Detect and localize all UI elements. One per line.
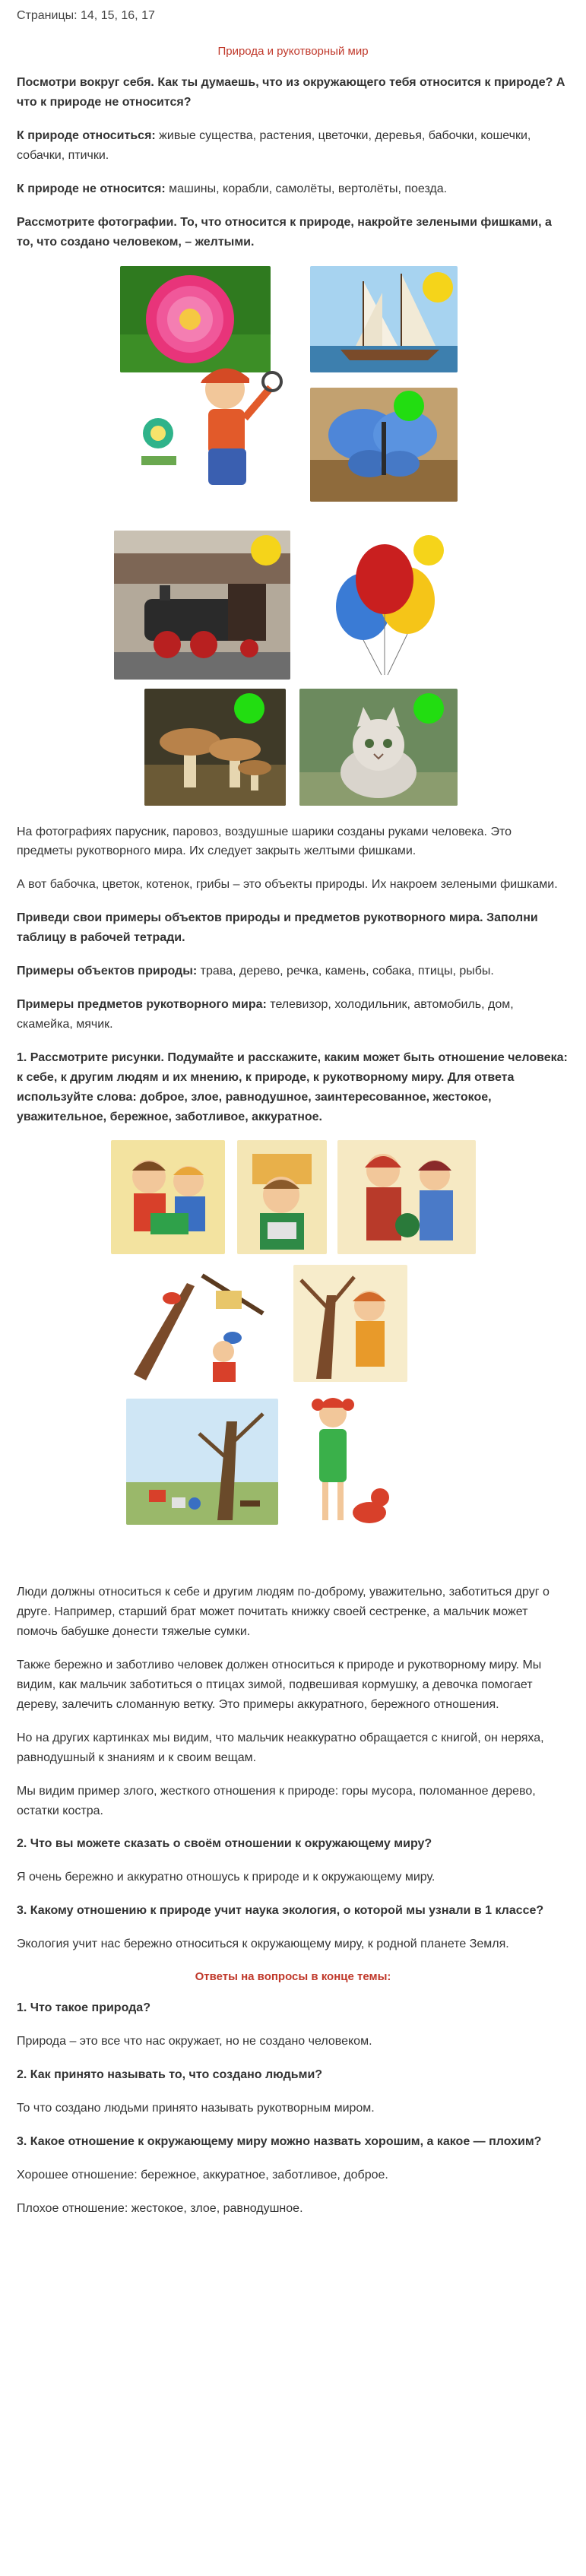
answer-paragraph-4: Мы видим пример злого, жесткого отношения к природе: горы мусора, поломанное дерево, остатки костра. bbox=[17, 1784, 536, 1817]
chip-yellow bbox=[423, 272, 453, 303]
photo-collage bbox=[111, 266, 476, 806]
photo-butterfly bbox=[310, 388, 458, 502]
drawing-boy-with-broken-book bbox=[237, 1140, 327, 1254]
final-answer-2: То что создано людьми принято называть рукотворным миром. bbox=[17, 2102, 375, 2115]
chip-green bbox=[413, 693, 444, 724]
answer-paragraph-2: Также бережно и заботливо человек должен относиться к природе и рукотворному миру. Мы видим, как мальчик заботиться о птицах зимой, подвешивая кормушку, а девочка помогает дереву, залечить сломанную ветку. Это примеры аккуратного, бережного отношения. bbox=[17, 1659, 542, 1711]
examples-nature-text: трава, дерево, речка, камень, собака, птицы, рыбы. bbox=[197, 965, 494, 978]
photo-task: Рассмотрите фотографии. То, что относится к природе, накройте зелеными фишками, а то, что создано человеком, – желтыми. bbox=[17, 215, 552, 249]
photo-kitten bbox=[299, 689, 458, 806]
drawing-girl-with-puppy bbox=[301, 1391, 392, 1535]
pages-line: Страницы: 14, 15, 16, 17 bbox=[17, 9, 155, 22]
final-answer-3-bad: Плохое отношение: жестокое, злое, равнодушное. bbox=[17, 2201, 303, 2215]
paragraph-nature-objects: А вот бабочка, цветок, котенок, грибы – это объекты природы. Их накроем зелеными фишками. bbox=[17, 878, 558, 892]
answers-title: Ответы на вопросы в конце темы: bbox=[195, 1970, 391, 1984]
not-nature-text: машины, корабли, самолёты, вертолёты, поезда. bbox=[165, 182, 448, 195]
chip-yellow bbox=[251, 535, 281, 566]
drawing-girl-with-tree bbox=[293, 1265, 407, 1382]
photo-balloons bbox=[312, 531, 458, 680]
chip-green bbox=[234, 693, 264, 724]
photo-locomotive bbox=[114, 531, 290, 680]
question-2: 2. Что вы можете сказать о своём отношении к окружающему миру? bbox=[17, 1837, 432, 1851]
drawings-collage bbox=[111, 1140, 476, 1566]
examples-nature-label: Примеры объектов природы: bbox=[17, 965, 198, 978]
answer-paragraph-3: Но на других картинках мы видим, что мальчик неаккуратно обращается с книгой, он неряха, равнодушный к знаниям и к своим вещам. bbox=[17, 1731, 544, 1764]
answer-question-3: Экология учит нас бережно относиться к окружающему миру, к родной планете Земля. bbox=[17, 1938, 509, 1951]
examples-task: Приведи свои примеры объектов природы и предметов рукотворного мира. Заполни таблицу в рабочей тетради. bbox=[17, 911, 538, 945]
final-answer-1: Природа – это все что нас окружает, но не создано человеком. bbox=[17, 2035, 372, 2048]
chip-yellow bbox=[413, 535, 444, 566]
examples-made bbox=[17, 995, 569, 1035]
paragraph-human-made: На фотографиях парусник, паровоз, воздушные шарики созданы руками человека. Это предметы рукотворного мира. Их следует закрыть желтыми фишками. bbox=[17, 825, 512, 858]
drawing-boy-with-feeder bbox=[126, 1268, 271, 1382]
nature-label: К природе относиться: bbox=[17, 129, 156, 143]
nature-text: живые существа, растения, цветочки, деревья, бабочки, кошечки, собачки, птички. bbox=[17, 129, 531, 162]
answer-paragraph-1: Люди должны относиться к себе и другим людям по-доброму, уважительно, заботиться друг о друге. Например, старший брат может почитать книжку своей сестренке, а мальчик может помочь бабушке донести тяжелые сумки. bbox=[17, 1586, 550, 1639]
drawing-brother-sister-reading bbox=[111, 1140, 225, 1254]
drawing-girl-helping-grandma bbox=[337, 1140, 476, 1254]
not-nature-label: К природе не относится: bbox=[17, 182, 166, 195]
article-title: Природа и рукотворный мир bbox=[217, 44, 369, 58]
final-question-2: 2. Как принято называть то, что создано людьми? bbox=[17, 2068, 323, 2082]
photo-mushrooms bbox=[144, 689, 286, 806]
examples-made-label: Примеры предметов рукотворного мира: bbox=[17, 997, 267, 1011]
examples-nature bbox=[17, 962, 569, 981]
question-3: 3. Какому отношению к природе учит наука экология, о которой мы узнали в 1 классе? bbox=[17, 1904, 544, 1918]
task-1: 1. Рассмотрите рисунки. Подумайте и расскажите, каким может быть отношение человека: к себе, к другим людям и их мнению, к природе, к рукотворному миру. Для ответа используйте слова: доброе, злое, равнодушное, заинтересованное, жестокое, уважительное, бережное, заботливое, аккуратное. bbox=[17, 1050, 568, 1123]
drawing-boy-with-magnifier bbox=[111, 342, 293, 494]
photo-sailboat bbox=[310, 266, 458, 372]
not-nature-paragraph bbox=[17, 179, 569, 199]
drawing-trash-by-tree bbox=[126, 1399, 278, 1525]
examples-made-text: телевизор, холодильник, автомобиль, дом, скамейка, мячик. bbox=[17, 997, 514, 1031]
final-answer-3-good: Хорошее отношение: бережное, аккуратное, заботливое, доброе. bbox=[17, 2168, 388, 2182]
final-question-3: 3. Какое отношение к окружающему миру можно назвать хорошим, а какое — плохим? bbox=[17, 2135, 542, 2149]
intro-question: Посмотри вокруг себя. Как ты думаешь, что из окружающего тебя относится к природе? А что к природе не относится? bbox=[17, 76, 565, 109]
nature-paragraph bbox=[17, 126, 569, 166]
chip-green bbox=[394, 391, 424, 421]
final-question-1: 1. Что такое природа? bbox=[17, 2001, 150, 2015]
answer-question-2: Я очень бережно и аккуратно отношусь к природе и к окружающему миру. bbox=[17, 1871, 436, 1884]
